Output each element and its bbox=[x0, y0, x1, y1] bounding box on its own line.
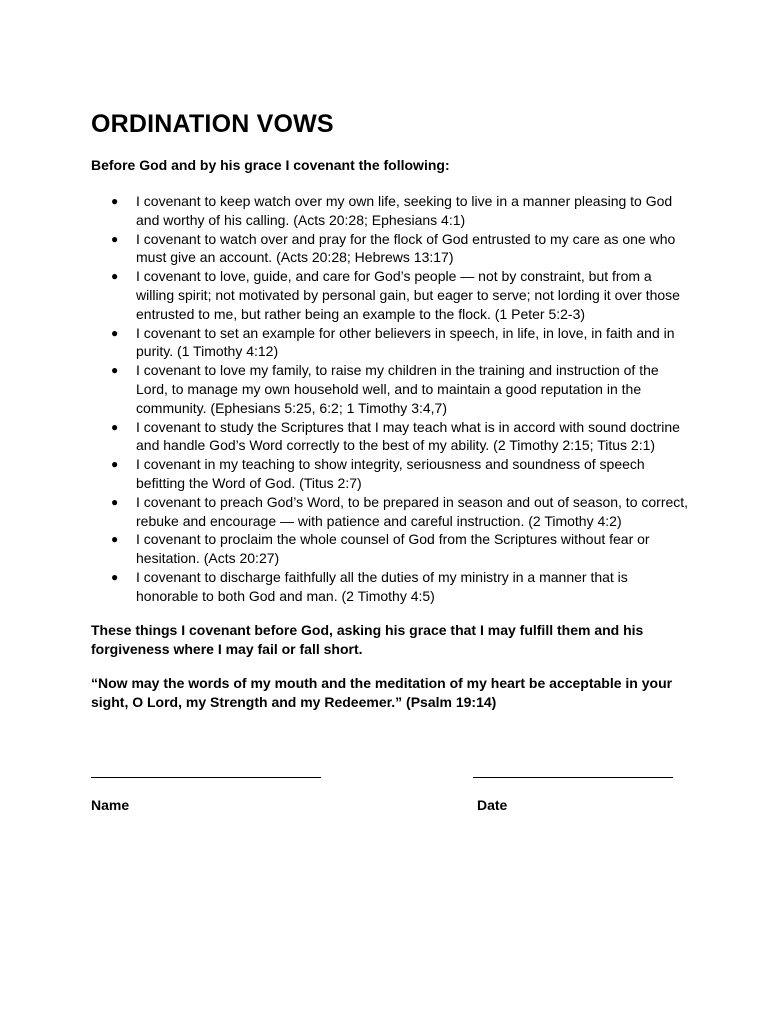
vow-item bbox=[91, 361, 691, 417]
intro-text: Before God and by his grace I covenant the following: bbox=[91, 157, 450, 173]
vow-item bbox=[91, 324, 691, 362]
vow-text: I covenant to set an example for other believers in speech, in life, in love, in faith and in purity. (1 Timothy 4:12) bbox=[136, 324, 675, 360]
bullet-icon: ● bbox=[111, 194, 119, 208]
vow-item bbox=[91, 455, 691, 493]
bullet-icon: ● bbox=[111, 363, 119, 378]
vow-text: I covenant to proclaim the whole counsel of God from the Scriptures without fear or hesitation. (Acts 20:27) bbox=[136, 531, 650, 567]
document-title: ORDINATION VOWS bbox=[91, 110, 334, 138]
vows-list bbox=[91, 192, 691, 606]
vow-item bbox=[91, 230, 691, 268]
vow-text: I covenant in my teaching to show integrity, seriousness and soundness of speech befitting the Word of God. (Titus 2:7) bbox=[136, 456, 645, 491]
vow-text: I covenant to love my family, to raise my children in the training and instruction of the Lord, to manage my own household well, and to maintain a good reputation in the community. (Ephesians 5:25, 6:2; 1 Timothy 3:4,7) bbox=[136, 362, 659, 416]
bullet-icon: ● bbox=[111, 457, 119, 472]
vow-item bbox=[91, 267, 691, 323]
vow-item bbox=[91, 493, 691, 531]
bullet-icon: ● bbox=[111, 569, 119, 584]
vow-text: I covenant to study the Scriptures that I may teach what is in accord with sound doctrine and handle God’s Word correctly to the best of my ability. (2 Timothy 2:15; Titus 2:1) bbox=[136, 418, 680, 454]
bullet-icon: ● bbox=[111, 532, 119, 547]
name-label: Name bbox=[91, 797, 130, 813]
date-signature-line[interactable] bbox=[473, 777, 673, 778]
name-signature-line[interactable] bbox=[91, 777, 321, 778]
vow-item bbox=[91, 568, 691, 606]
vow-item bbox=[91, 530, 691, 568]
date-label: Date bbox=[477, 797, 508, 813]
vow-text: I covenant to preach God’s Word, to be prepared in season and out of season, to correct, rebuke and encourage — with patience and careful instruction. (2 Timothy 4:2) bbox=[136, 493, 689, 529]
vow-text: I covenant to keep watch over my own life, seeking to live in a manner pleasing to God and worthy of his calling. (Acts 20:28; Ephesians 4:1) bbox=[136, 193, 673, 228]
bullet-icon: ● bbox=[111, 494, 119, 509]
vow-text: I covenant to love, guide, and care for God’s people — not by constraint, but from a willing spirit; not motivated by personal gain, but eager to serve; not lording it over those entrusted to me, but rather being an example to the flock. (1 Peter 5:2-3) bbox=[136, 268, 680, 322]
bullet-icon: ● bbox=[111, 325, 119, 340]
closing-statement: These things I covenant before God, asking his grace that I may fulfill them and his forgiveness where I may fail or fall short. bbox=[91, 622, 644, 657]
vow-item bbox=[91, 418, 691, 456]
bullet-icon: ● bbox=[111, 419, 119, 434]
bullet-icon: ● bbox=[111, 231, 119, 246]
vow-text: I covenant to discharge faithfully all the duties of my ministry in a manner that is honorable to both God and man. (2 Timothy 4:5) bbox=[136, 568, 628, 604]
psalm-quote: “Now may the words of my mouth and the meditation of my heart be acceptable in your sight, O Lord, my Strength and my Redeemer.” (Psalm 19:14) bbox=[91, 675, 673, 710]
bullet-icon: ● bbox=[111, 269, 119, 284]
vow-text: I covenant to watch over and pray for the flock of God entrusted to my care as one who must give an account. (Acts 20:28; Hebrews 13:17) bbox=[136, 230, 676, 266]
vow-item bbox=[91, 192, 691, 230]
